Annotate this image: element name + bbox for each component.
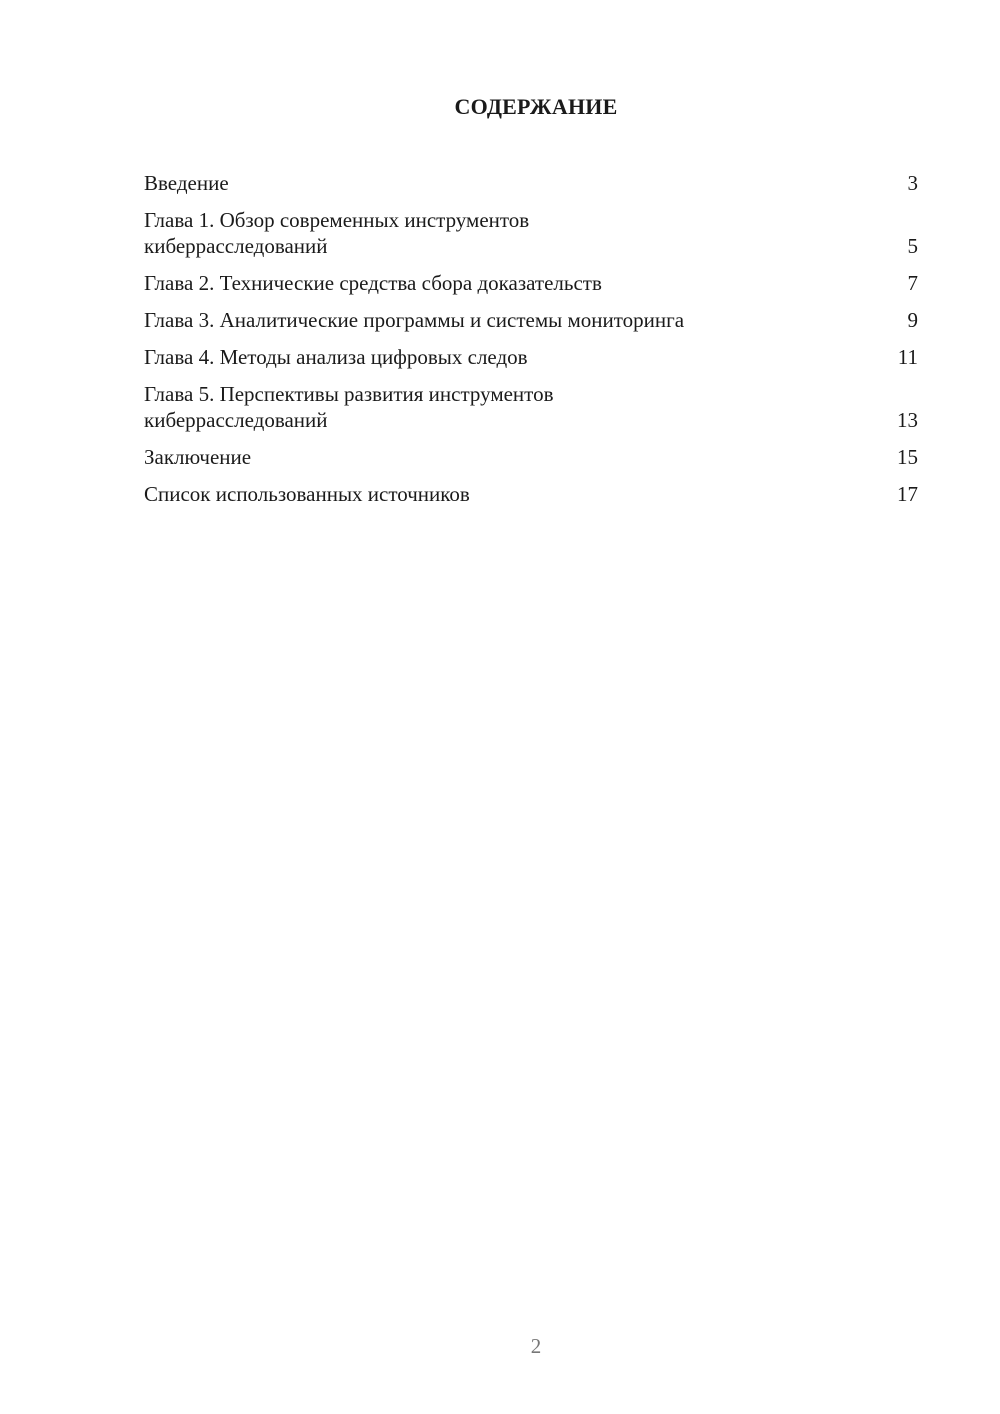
toc-entry-label: Введение [144, 171, 229, 195]
toc-entry-chapter-4[interactable] [144, 344, 918, 370]
toc-entry-chapter-3[interactable] [144, 307, 918, 333]
page-title: СОДЕРЖАНИЕ [454, 94, 618, 119]
toc-entry-label: Глава 2. Технические средства сбора доказательств [144, 271, 602, 295]
toc-entry-label: Заключение [144, 445, 252, 469]
toc-entry-label: Глава 4. Методы анализа цифровых следов [144, 345, 528, 369]
toc-entry-chapter-5[interactable] [144, 381, 918, 433]
toc-entry-label: Глава 3. Аналитические программы и системы мониторинга [144, 308, 685, 332]
toc-entry-page: 11 [897, 345, 918, 369]
toc-entry-page: 7 [907, 271, 918, 295]
toc-entry-page: 15 [897, 445, 918, 469]
toc-entry-label: Глава 1. Обзор современных инструментов киберрасследований [144, 208, 530, 258]
toc-entry-references[interactable] [144, 481, 918, 507]
toc-entry-page: 3 [907, 171, 918, 195]
toc-entry-chapter-1[interactable] [144, 207, 918, 259]
table-of-contents [144, 170, 918, 518]
toc-entry-conclusion[interactable] [144, 444, 918, 470]
toc-entry-label: Глава 5. Перспективы развития инструментов киберрасследований [144, 382, 554, 432]
toc-entry-page: 13 [897, 408, 918, 432]
toc-entry-page: 5 [907, 234, 918, 258]
toc-entry-introduction[interactable] [144, 170, 918, 196]
toc-entry-page: 9 [907, 308, 918, 332]
toc-entry-label: Список использованных источников [144, 482, 470, 506]
toc-entry-page: 17 [897, 482, 918, 506]
toc-entry-chapter-2[interactable] [144, 270, 918, 296]
page-number: 2 [530, 1334, 542, 1358]
